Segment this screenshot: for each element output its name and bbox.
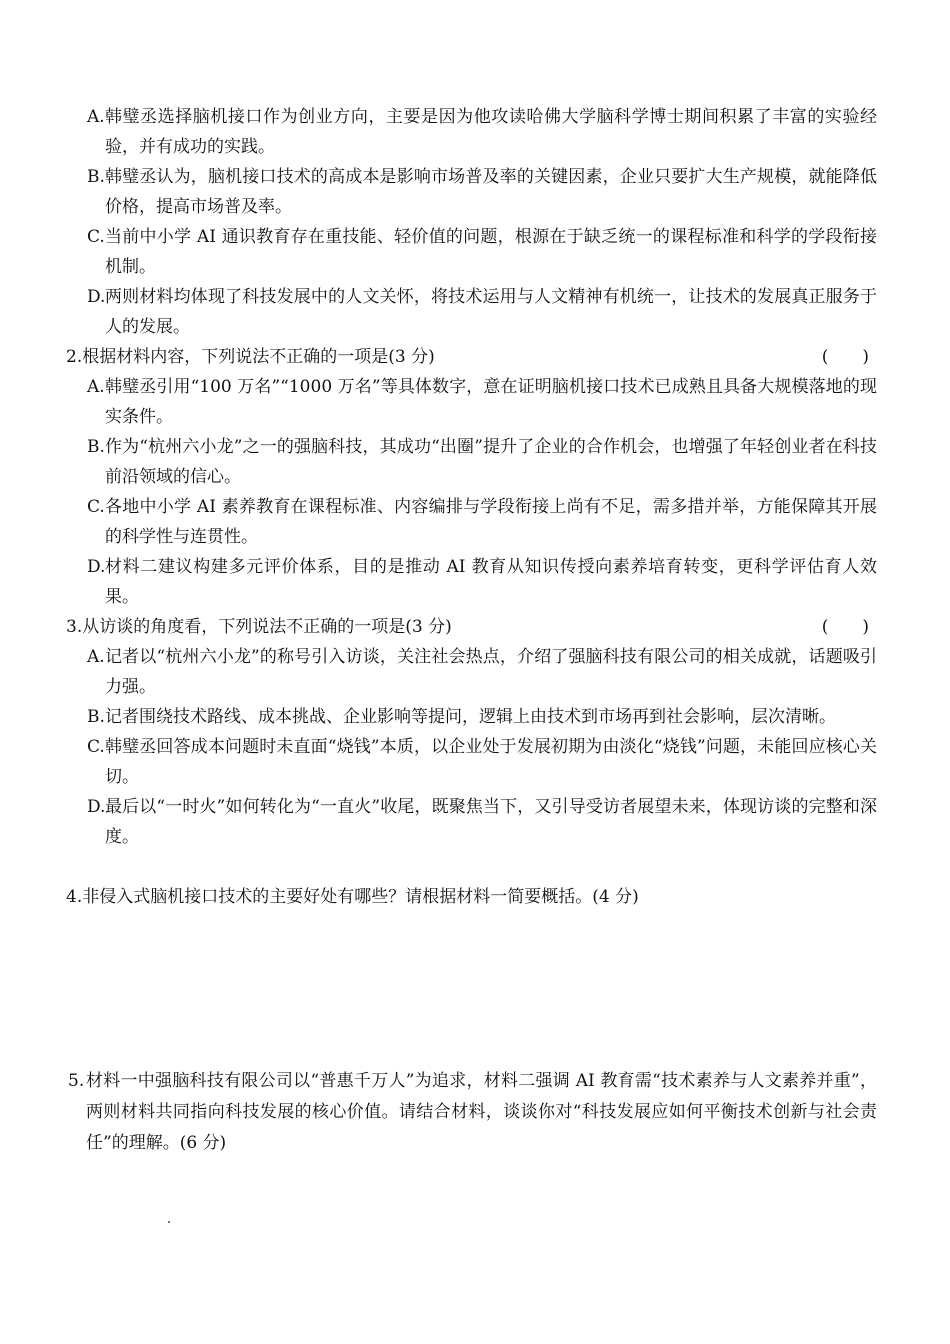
- question-number: 5.: [68, 1071, 85, 1091]
- q3-option-a: [87, 642, 877, 702]
- option-text: 记者围绕技术路线、成本挑战、企业影响等提问，逻辑上由技术到市场再到社会影响，层次清晰。: [105, 707, 836, 727]
- stem-text: 3.从访谈的角度看，下列说法不正确的一项是(3 分): [66, 617, 452, 637]
- question-4: [66, 882, 877, 912]
- option-text: 韩璧丞认为，脑机接口技术的高成本是影响市场普及率的关键因素，企业只要扩大生产规模，就能降低价格，提高市场普及率。: [105, 167, 877, 217]
- option-key: D.: [87, 287, 106, 307]
- question-2: [66, 342, 877, 612]
- question-3-options: [66, 642, 877, 852]
- q1-option-c: [87, 222, 877, 282]
- question-4-stem: [66, 882, 877, 912]
- question-3-stem: [66, 612, 877, 642]
- option-text: 记者以“杭州六小龙”的称号引入访谈，关注社会热点，介绍了强脑科技有限公司的相关成就，话题吸引力强。: [105, 647, 877, 697]
- stem-text: 2.根据材料内容，下列说法不正确的一项是(3 分): [66, 347, 435, 367]
- option-key: C.: [87, 737, 105, 757]
- question-1-options: [87, 102, 877, 342]
- stem-text: 4.非侵入式脑机接口技术的主要好处有哪些？请根据材料一简要概括。(4 分): [66, 887, 639, 907]
- option-text: 两则材料均体现了科技发展中的人文关怀，将技术运用与人文精神有机统一，让技术的发展真正服务于人的发展。: [105, 287, 877, 337]
- q2-option-a: [87, 372, 877, 432]
- option-key: C.: [87, 227, 105, 247]
- option-text: 作为“杭州六小龙”之一的强脑科技，其成功“出圈”提升了企业的合作机会，也增强了年轻创业者在科技前沿领域的信心。: [105, 437, 877, 487]
- option-key: C.: [87, 497, 105, 517]
- q2-option-b: [87, 432, 877, 492]
- question-2-stem: [66, 342, 877, 372]
- q2-option-d: [87, 552, 877, 612]
- question-5-stem: [68, 1066, 877, 1159]
- q2-option-c: [87, 492, 877, 552]
- option-text: 各地中小学 AI 素养教育在课程标准、内容编排与学段衔接上尚有不足，需多措并举，方能保障其开展的科学性与连贯性。: [105, 497, 877, 547]
- q1-option-b: [87, 162, 877, 222]
- q3-option-c: [87, 732, 877, 792]
- question-2-options: [66, 372, 877, 612]
- option-text: 材料二建议构建多元评价体系，目的是推动 AI 教育从知识传授向素养培育转变，更科学评估育人效果。: [105, 557, 877, 607]
- option-key: D.: [87, 557, 106, 577]
- option-key: B.: [87, 167, 105, 187]
- option-key: D.: [87, 797, 106, 817]
- q3-option-b: [87, 702, 877, 732]
- stem-text: 材料一中强脑科技有限公司以“普惠千万人”为追求，材料二强调 AI 教育需“技术素养与人文素养并重”，两则材料共同指向科技发展的核心价值。请结合材料，谈谈你对“科技发展应如何平衡技术创新与社会责任”的理解。(6 分): [86, 1071, 877, 1153]
- option-key: A.: [87, 647, 105, 667]
- option-key: A.: [87, 107, 105, 127]
- option-key: B.: [87, 437, 105, 457]
- q3-option-d: [87, 792, 877, 852]
- q1-option-d: [87, 282, 877, 342]
- option-text: 当前中小学 AI 通识教育存在重技能、轻价值的问题，根源在于缺乏统一的课程标准和科学的学段衔接机制。: [105, 227, 877, 277]
- option-key: A.: [87, 377, 105, 397]
- q1-option-a: [87, 102, 877, 162]
- option-text: 韩璧丞引用“100 万名”“1000 万名”等具体数字，意在证明脑机接口技术已成熟且具备大规模落地的现实条件。: [105, 377, 877, 427]
- answer-blank[interactable]: ( ): [821, 617, 869, 637]
- option-text: 韩璧丞回答成本问题时未直面“烧钱”本质，以企业处于发展初期为由淡化“烧钱”问题，未能回应核心关切。: [105, 737, 877, 787]
- question-3: [66, 612, 877, 852]
- option-text: 韩璧丞选择脑机接口作为创业方向，主要是因为他攻读哈佛大学脑科学博士期间积累了丰富的实验经验，并有成功的实践。: [105, 107, 877, 157]
- question-5: [68, 1066, 877, 1159]
- answer-blank[interactable]: ( ): [821, 347, 869, 367]
- option-key: B.: [87, 707, 105, 727]
- stray-dot: [168, 1221, 170, 1223]
- option-text: 最后以“一时火”如何转化为“一直火”收尾，既聚焦当下，又引导受访者展望未来，体现访谈的完整和深度。: [105, 797, 877, 847]
